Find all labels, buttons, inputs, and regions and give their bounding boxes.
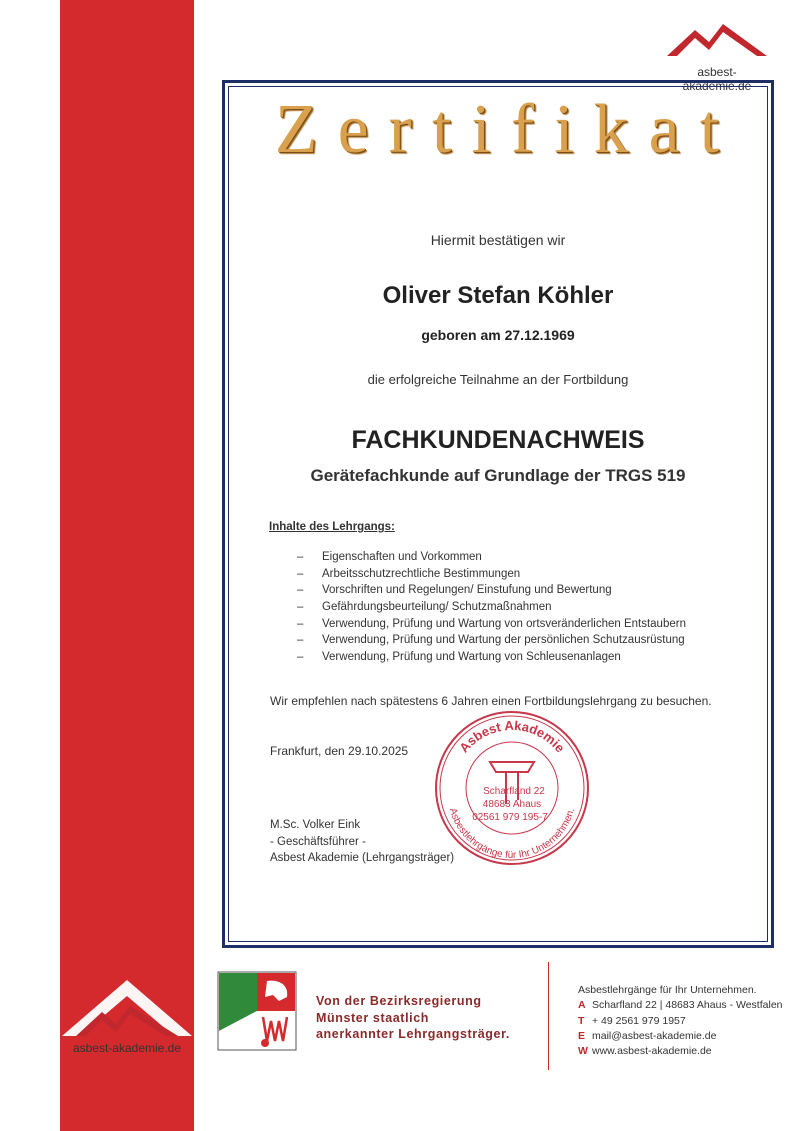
birth-date: geboren am 27.12.1969 [421,327,575,343]
company-stamp [432,708,592,868]
place-date: Frankfurt, den 29.10.2025 [270,744,409,758]
stamp-top-text: Asbest Akademie [456,717,568,756]
list-item: – Gefährdungsbeurteilung/ Schutzmaßnahmen [297,599,686,616]
stamp-address-2: 48683 Ahaus [482,799,542,810]
stamp-phone: 02561 979 195-7 [472,812,548,823]
intro-text: Hiermit bestätigen wir [430,232,566,248]
contact-block [578,983,783,1059]
government-recognition: Von der Bezirksregierung Münster staatlich anerkannter Lehrgangsträger. [316,994,510,1041]
certificate-title: Zertifikat [274,91,740,168]
contact-website: W www.asbest-akademie.de [578,1045,712,1058]
signer-role: - Geschäftsführer - [270,835,366,848]
signer-organization: Asbest Akademie (Lehrgangsträger) [270,852,455,864]
tagline: Asbestlehrgänge für Ihr Unternehmen. [578,984,757,996]
list-item: – Verwendung, Prüfung und Wartung von Schleusenanlagen [297,649,686,666]
recommendation-text: Wir empfehlen nach spätestens 6 Jahren einen Fortbildungslehrgang zu besuchen. [270,694,712,708]
list-item: – Verwendung, Prüfung und Wartung von ortsveränderlichen Entstaubern [297,616,686,633]
brand-logo-top [665,18,769,93]
list-item: – Arbeitsschutzrechtliche Bestimmungen [297,566,686,583]
mountain-logo-icon [665,18,769,58]
course-title: FACHKUNDENACHWEIS [351,426,645,454]
contact-phone: T + 49 2561 979 1957 [578,1014,686,1027]
contents-heading: Inhalte des Lehrgangs: [269,521,395,533]
list-item: – Verwendung, Prüfung und Wartung der persönlichen Schutzausrüstung [297,632,686,649]
footer-divider [548,962,549,1070]
recipient-name: Oliver Stefan Köhler [382,282,614,309]
list-item: – Eigenschaften und Vorkommen [297,549,686,566]
contact-address: A Scharfland 22 | 48683 Ahaus - Westfalen [578,999,783,1012]
participation-text: die erfolgreiche Teilnahme an der Fortbildung [367,372,629,387]
course-subtitle: Gerätefachkunde auf Grundlage der TRGS 519 [310,466,686,485]
contents-list [297,549,686,666]
stamp-address-1: Scharfland 22 [483,786,545,797]
brand-domain: asbest-akademie.de [682,65,752,93]
mountain-logo-icon [62,978,192,1038]
signer-block [270,817,454,867]
red-side-band [60,0,194,1131]
stamp-logo-icon [490,762,534,804]
signer-name: M.Sc. Volker Eink [270,819,361,831]
brand-logo-bottom [62,978,192,1058]
contact-email: E mail@asbest-akademie.de [578,1029,717,1042]
brand-domain: asbest-akademie.de [72,1041,182,1055]
stamp-bottom-text: Asbestlehrgänge für Ihr Unternehmen. [446,806,578,862]
list-item: – Vorschriften und Regelungen/ Einstufung und Bewertung [297,582,686,599]
nrw-coat-of-arms-icon [217,971,297,1051]
